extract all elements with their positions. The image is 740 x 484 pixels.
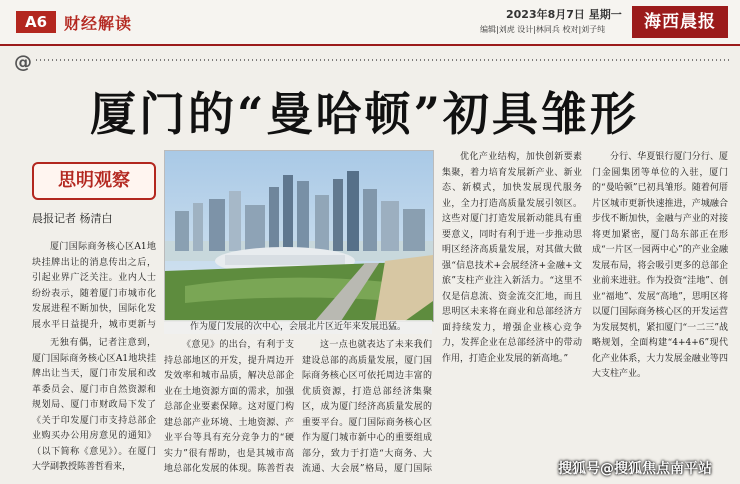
paragraph: 分行、华夏银行厦门分行、厦门金圆集团等单位的入驻，厦门的“曼哈顿”已初具雏形。随着何厝片区城市更新快速推进，产城融合步伐不断加快，金融与产业的对接将更加紧密，厦门岛东部正在形成“一片区一园两中心”的产业金融发展布局，将会吸引更多的总部企业前来进驻。作为投资“洼地”、创业“福地”、发展“高地”，思明区将以厦门国际商务核心区的开发运营为发展契机，紧扣厦门“一二三”战略规划，全面构建“4+4+6”现代化产业体系，大力发展金融业等四大支柱产业。 <box>592 152 728 379</box>
issue-date: 2023年8月7日 星期一 <box>506 8 622 21</box>
article-column-2 <box>164 338 294 474</box>
decorative-rule <box>0 52 740 68</box>
at-sign-icon: @ <box>14 52 32 73</box>
section-title: 财经解读 <box>64 14 133 33</box>
photo-caption: 作为厦门发展的次中心，会展北片区近年来发展迅猛。 <box>164 320 432 334</box>
city-photo <box>164 150 434 322</box>
headline: 厦门的“曼哈顿”初具雏形 <box>90 87 639 141</box>
city-skyline-image <box>165 151 433 321</box>
newspaper-logo: 海西晨报 <box>632 6 728 38</box>
paragraph: 优化产业结构，加快创新要素集聚，着力培育发展新产业、新业态、新模式，加快发展现代服务业，全力打造高质量发展引领区。这些对厦门打造发展新动能具有重要意义，同时有利于进一步推动思明区经济高质量发展，对其做大做强“信息技术+会展经济+金融+文旅”支柱产业注入新活力。“这里不仅是信息流、资金流交汇地，而且思明区未来将在商业和总部经济方面持续发力，增强企业核心竞争力，发挥企业在总部经济中的带动作用，打造企业发展的新高地。” <box>442 152 582 364</box>
article-column-1 <box>32 240 156 332</box>
paragraph: 这一点也就表达了未来我们建设总部的高质量发展，厦门国际商务核心区可依托周边丰富的优质资源，打造总部经济集聚区，成为厦门经济高质量发展的重要平台。厦门国际商务核心区作为厦门城市新中心的重要组成部分，致力于打造“大商务、大流通、大会展”格局，厦门国际 <box>302 340 432 474</box>
page-header <box>0 0 740 46</box>
article-column-1b <box>32 336 156 474</box>
column-badge: 思明观察 <box>32 162 156 200</box>
article-column-3 <box>302 338 432 474</box>
editor-credits: 编辑|刘虎 设计|林同兵 校对|刘子纯 <box>480 25 606 34</box>
paragraph: 厦门国际商务核心区A1地块挂牌出让的消息传出之后，引起业界广泛关注。业内人士纷纷表示，随着厦门市城市化发展进程不断加快，国际化发展水平日益提升，城市更新与 <box>32 242 156 330</box>
sohu-watermark: 搜狐号@搜狐焦点南平站 <box>558 461 712 477</box>
byline: 晨报记者 杨清白 <box>32 212 113 225</box>
paragraph: 无独有偶，记者注意到，厦门国际商务核心区A1地块挂牌出让当天，厦门市发展和改革委员会、厦门市自然资源和规划局、厦门市财政局下发了《关于印发厦门市支持总部企业购买办公用房意见的通知》（以下简称《意见》）。在厦门大学副教授陈善哲看来， <box>32 338 156 472</box>
page-number: A6 <box>16 11 56 33</box>
article-column-4 <box>442 150 582 474</box>
article-column-5 <box>592 150 728 474</box>
paragraph: 《意见》的出台，有利于支持总部地区的开发，提升周边开发效率和城市品质，解决总部企业在土地资源方面的需求，加强总部企业要素保障。这对厦门构建总部产业环境、土地资源、产业平台等具有充分竞争力的“硬实力”很有帮助，也是其城市高地总部化发展的体现。陈善哲表 <box>164 340 294 474</box>
